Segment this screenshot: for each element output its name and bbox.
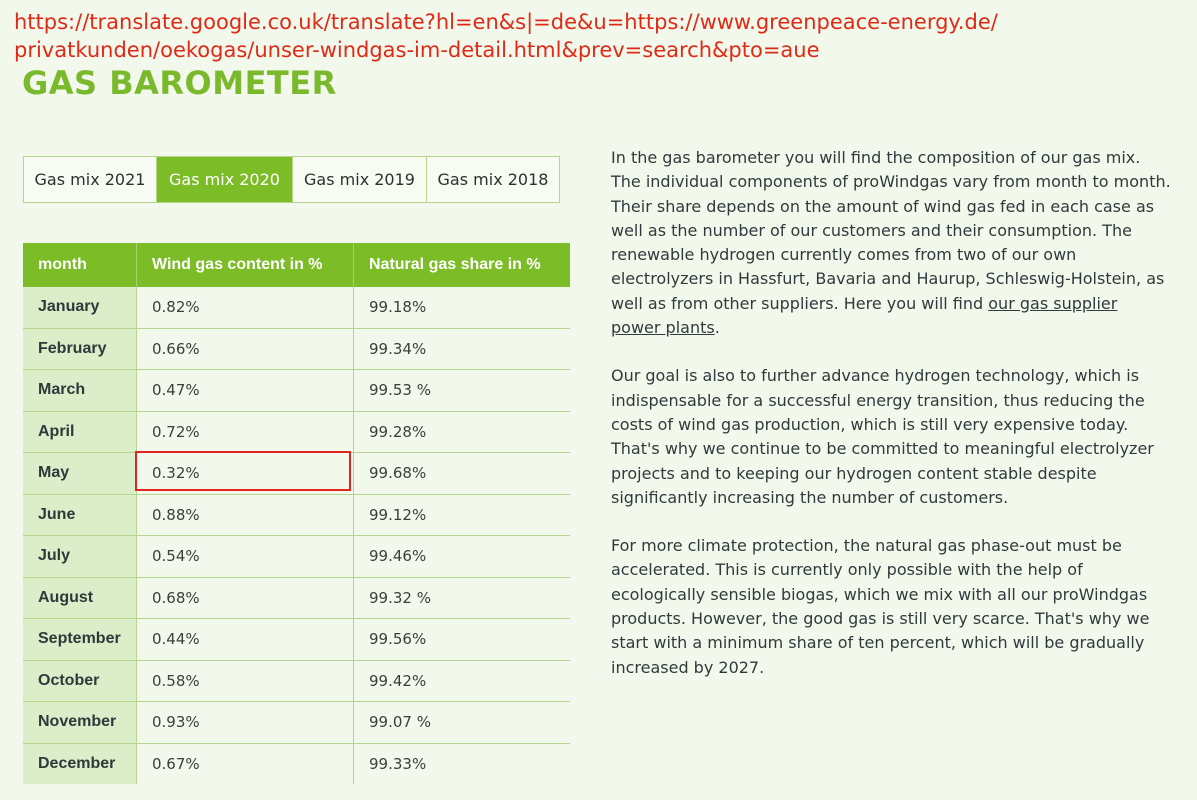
table-row — [23, 287, 570, 328]
natural-gas-cell: 99.33% — [369, 754, 427, 773]
url-annotation — [14, 8, 1174, 64]
wind-gas-cell: 0.58% — [137, 660, 354, 702]
month-cell: July — [23, 536, 137, 578]
natural-gas-cell: 99.32 % — [354, 577, 571, 619]
natural-gas-cell: 99.56% — [354, 619, 571, 661]
tab-gas-mix-2021[interactable]: Gas mix 2021 — [24, 157, 157, 202]
natural-gas-cell: 99.18% — [354, 287, 571, 328]
month-cell: March — [23, 370, 137, 412]
table-row — [23, 577, 570, 619]
natural-gas-cell: 99.53 % — [354, 370, 571, 412]
wind-gas-cell: 0.44% — [137, 619, 354, 661]
natural-gas-cell: 99.12% — [354, 494, 571, 536]
month-cell: May — [23, 453, 137, 495]
month-cell: June — [23, 494, 137, 536]
month-cell: November — [23, 702, 137, 744]
description-paragraph-1: In the gas barometer you will find the composition of our gas mix. The individual components of proWindgas vary from month to month. Their share depends on the amount of wind gas fed in each case as well as the number of our customers and their consumption. The renewable hydrogen currently comes from two of our own electrolyzers in Hassfurt, Bavaria and Haurup, Schleswig-Holstein, as well as from other suppliers. Here you will find our gas supplier power plants. — [611, 148, 1171, 338]
table-row — [23, 370, 570, 412]
table-header-row — [23, 243, 570, 287]
header-natural-gas: Natural gas share in % — [354, 243, 571, 287]
wind-gas-cell: 0.47% — [137, 370, 354, 412]
month-cell: April — [23, 411, 137, 453]
table-row — [23, 411, 570, 453]
wind-gas-cell: 0.54% — [137, 536, 354, 578]
wind-gas-cell: 0.93% — [137, 702, 354, 744]
wind-gas-cell: 0.32% — [137, 453, 354, 495]
natural-gas-cell: 99.42% — [354, 660, 571, 702]
gas-supplier-link[interactable]: our gas supplier power plants — [611, 293, 1118, 338]
url-line-1: https://translate.google.co.uk/translate?hl=en&s|=de&u=https://www.greenpeace-energy.de/ — [14, 10, 998, 34]
table-row — [23, 453, 570, 495]
description-text — [611, 146, 1171, 704]
wind-gas-cell: 0.82% — [137, 287, 354, 328]
wind-gas-cell: 0.66% — [137, 328, 354, 370]
tab-gas-mix-2019[interactable]: Gas mix 2019 — [293, 157, 427, 202]
tab-gas-mix-2018[interactable]: Gas mix 2018 — [427, 157, 559, 202]
month-cell: February — [23, 328, 137, 370]
natural-gas-cell: 99.34% — [354, 328, 571, 370]
wind-gas-cell: 0.72% — [137, 411, 354, 453]
month-cell: January — [23, 287, 137, 328]
table-row — [23, 328, 570, 370]
table-row — [23, 494, 570, 536]
month-cell: October — [23, 660, 137, 702]
month-cell: December — [23, 743, 137, 784]
table-row — [23, 743, 570, 784]
wind-gas-cell: 0.67% — [137, 743, 354, 784]
table-row — [23, 660, 570, 702]
description-paragraph-2: Our goal is also to further advance hydrogen technology, which is indispensable for a successful energy transition, thus reducing the costs of wind gas production, which is still very expensive today. That's why we continue to be committed to meaningful electrolyzer projects and to keeping our hydrogen content stable despite significantly increasing the number of customers. — [611, 366, 1154, 507]
wind-gas-cell: 0.68% — [137, 577, 354, 619]
natural-gas-cell: 99.28% — [354, 411, 571, 453]
natural-gas-cell: 99.46% — [354, 536, 571, 578]
month-cell: August — [23, 577, 137, 619]
wind-gas-cell: 0.88% — [137, 494, 354, 536]
gas-mix-tabs — [23, 156, 560, 203]
table-row — [23, 619, 570, 661]
table-row — [23, 702, 570, 744]
tab-gas-mix-2020[interactable]: Gas mix 2020 — [157, 157, 293, 202]
gas-mix-table — [23, 243, 570, 784]
header-wind-gas: Wind gas content in % — [137, 243, 354, 287]
header-month: month — [23, 243, 137, 287]
page-title: GAS BAROMETER — [22, 64, 337, 102]
description-paragraph-3: For more climate protection, the natural gas phase-out must be accelerated. This is currently only possible with the help of ecologically sensible biogas, which we mix with all our proWindgas products. However, the good gas is still very scarce. That's why we start with a minimum share of ten percent, which will be gradually increased by 2027. — [611, 536, 1150, 677]
natural-gas-cell: 99.68% — [354, 453, 571, 495]
month-cell: September — [23, 619, 137, 661]
url-line-2: privatkunden/oekogas/unser-windgas-im-detail.html&prev=search&pto=aue — [14, 38, 820, 62]
natural-gas-cell: 99.07 % — [354, 702, 571, 744]
table-row — [23, 536, 570, 578]
